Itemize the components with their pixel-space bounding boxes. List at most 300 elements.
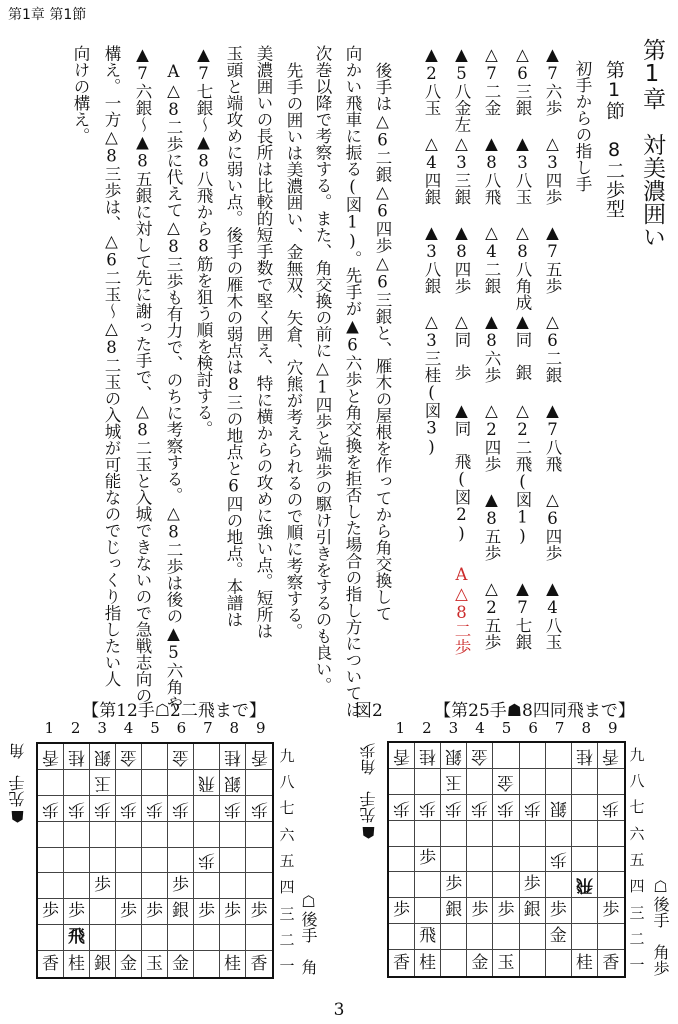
gote-pieces-in-hand: 角 [299,959,318,975]
board-square [116,848,142,874]
gote-piece: 歩 [198,901,215,922]
rank-labels [279,742,295,979]
sente-piece: 歩 [146,798,163,819]
gote-piece: 銀 [94,953,111,974]
board-square [168,848,194,874]
gote-piece: 桂 [68,953,85,974]
file-label: 1 [44,719,54,737]
sente-label: 先手 [8,775,27,807]
move-notation: △6四歩 [543,490,562,561]
board-square [441,743,467,769]
sente-piece: 歩 [602,797,620,818]
gote-piece: 歩 [146,901,163,922]
sente-pieces-in-hand: 角歩 [359,743,378,775]
board-square [598,743,624,769]
file-label: 2 [422,719,432,737]
sente-piece: 銀 [94,746,111,767]
board-square [493,743,519,769]
file-label: 1 [395,719,406,737]
file-label: 7 [554,719,565,737]
board-square [441,795,467,821]
board-square [415,769,441,795]
board-square [389,872,415,898]
move-notation: △3四歩 [543,134,562,205]
gote-piece: 歩 [471,900,489,921]
board-square [90,925,116,951]
board-square [598,769,624,795]
board-square [116,873,142,899]
board-square [467,795,493,821]
sente-piece: 歩 [250,798,268,819]
board-square [38,925,64,951]
move-notation: △6三銀 [513,45,532,116]
board-square [246,744,272,770]
board-square [467,769,493,795]
file-label: 8 [229,719,240,737]
board-square [168,899,194,925]
sente-piece: 金 [497,771,515,792]
move-notation: ▲2八玉 [422,45,441,116]
gote-piece: 歩 [497,900,515,921]
board-square [572,795,598,821]
board-square [194,796,220,822]
move-notation: △3三銀 [452,134,471,205]
gote-piece: 金 [549,926,567,947]
board-square [467,898,493,924]
board-square [441,769,467,795]
board-square [90,770,116,796]
gote-mark-icon: ☖ [299,892,318,911]
board-square [415,898,441,924]
board-square [142,796,168,822]
board-square [389,743,415,769]
board-square [116,822,142,848]
board-square [116,770,142,796]
gote-piece: 桂 [575,952,593,973]
file-label: 3 [448,719,459,737]
board-square [520,743,546,769]
rank-label: 五 [629,850,645,869]
rank-label: 一 [629,956,645,975]
board-square [520,847,546,873]
board-square [64,925,90,951]
page-number: 3 [333,1000,345,1020]
body-line: 向けの構え。 [71,45,90,144]
board-square [194,873,220,899]
sente-label: 先手 [359,791,378,823]
gote-piece: 歩 [172,875,189,896]
body-line: 先手の囲いは美濃囲い、金無双、矢倉、穴熊が考えられるので順に考察する。 [284,61,303,639]
move-notation: △2二飛(図1) [513,401,532,546]
board-square [220,873,246,899]
body-line: ▲7六銀～▲8五銀に対して先に謝った手で、△8二玉と入城できないので急戦志向の [133,45,152,704]
rank-label: 三 [279,904,295,923]
board-square [598,821,624,847]
board-square [572,821,598,847]
figure-caption: 【第25手☗8四同飛まで】 [434,701,635,721]
gote-piece: 銀 [523,900,541,921]
board-square [520,872,546,898]
board-square [246,873,272,899]
board-square [415,872,441,898]
move-notation-annotated: A△8二歩 [452,565,471,655]
board-square [546,769,572,795]
gote-piece: 歩 [250,901,268,922]
sente-piece: 歩 [224,798,241,819]
sente-piece: 香 [602,745,620,766]
board-square [441,898,467,924]
board-square [441,924,467,950]
sente-hand [9,743,27,826]
move-notation: △4二銀 [482,223,501,294]
board-square [90,899,116,925]
rank-label: 九 [629,745,645,764]
board-square [598,924,624,950]
gote-piece: 歩 [224,901,241,922]
board-square [246,822,272,848]
board-square [90,796,116,822]
board-square [38,951,64,977]
sente-pieces-in-hand: 角 [8,743,27,759]
sente-piece: 歩 [549,849,567,870]
board-square [546,821,572,847]
board-square [520,898,546,924]
board-square [246,899,272,925]
sente-piece: 玉 [445,771,463,792]
sente-piece: 歩 [68,798,85,819]
move-notation: △2四歩 [482,401,501,472]
board-square [546,847,572,873]
section-title: 第1節 8二歩型 [603,60,625,218]
gote-hand [651,877,669,976]
board-square [142,822,168,848]
sente-piece: 歩 [419,797,437,818]
board-square [520,950,546,976]
sente-piece: 香 [42,746,59,767]
rank-label: 二 [279,930,295,949]
board-square [415,743,441,769]
board-square [142,770,168,796]
sente-piece: 銀 [549,797,567,818]
move-notation: ▲8六歩 [482,312,501,383]
board-square [90,822,116,848]
board-square [220,848,246,874]
board-square [441,950,467,976]
shogi-board [387,741,626,978]
sente-piece: 桂 [224,746,241,767]
board-square [415,847,441,873]
sente-piece: 歩 [445,797,463,818]
board-square [194,951,220,977]
file-label: 9 [608,719,618,737]
gote-piece: 飛 [419,926,437,947]
figure-label: 図2 [355,701,383,721]
board-square [168,925,194,951]
gote-piece: 歩 [120,901,137,922]
body-line: A△8二歩に代えて△8三歩も有力で、のちに考察する。△8二歩は後の▲5六角や [164,61,183,711]
board-square [38,848,64,874]
gote-piece: 玉 [497,952,515,973]
body-line: 美濃囲いの長所は比較的短手数で堅く囲え、特に横からの攻めに強い点。短所は [254,45,273,639]
board-square [389,769,415,795]
gote-piece: 香 [602,952,620,973]
sente-piece: 桂 [575,745,593,766]
board-square [467,872,493,898]
sente-piece: 飛 [198,772,215,793]
move-notation: ▲8五歩 [482,490,501,561]
sente-piece: 桂 [68,746,85,767]
board-square [415,924,441,950]
board-square [246,770,272,796]
rank-label: 六 [279,825,295,844]
rank-label: 九 [279,746,295,765]
board-square [546,795,572,821]
board-square [168,873,194,899]
board-square [220,822,246,848]
board-square [572,769,598,795]
move-notation: ▲3八銀 [422,223,441,294]
board-square [142,951,168,977]
figure-2-shogi-diagram [339,690,678,990]
board-square [246,951,272,977]
board-square [142,848,168,874]
file-labels [36,719,274,737]
board-square [64,848,90,874]
gote-piece: 桂 [419,952,437,973]
board-square [415,795,441,821]
board-square [246,848,272,874]
board-square [493,924,519,950]
move-notation: △同 歩 [452,312,471,381]
rank-label: 七 [279,799,295,818]
move-notation: ▲同 銀 [513,312,532,381]
sente-piece: 歩 [497,797,515,818]
gote-piece: 歩 [393,900,411,921]
board-square [220,744,246,770]
sente-piece: 歩 [198,850,215,871]
board-square [520,769,546,795]
file-label: 9 [255,719,266,737]
sente-piece: 玉 [94,772,111,793]
gote-label: 後手 [651,896,670,928]
board-square [64,770,90,796]
file-label: 3 [97,719,107,737]
board-square [520,924,546,950]
gote-piece: 銀 [172,901,189,922]
move-notation: ▲8八飛 [482,134,501,205]
running-header: 第1章 第1節 [8,7,87,23]
board-square [116,951,142,977]
board-square [220,796,246,822]
figure-1-shogi-diagram [0,690,339,990]
board-square [598,795,624,821]
board-square [168,770,194,796]
board-square [572,743,598,769]
board-square [64,796,90,822]
body-line: 後手は△6二銀△6四歩△6三銀と、雁木の屋根を作ってから角交換して [373,61,392,621]
board-square [546,950,572,976]
board-square [194,925,220,951]
sente-piece: 金 [471,745,489,766]
board-square [142,873,168,899]
board-square [38,770,64,796]
gote-piece: 香 [42,953,59,974]
board-square [467,821,493,847]
gote-piece: 歩 [549,900,567,921]
board-square [194,744,220,770]
gote-piece-last-move: 飛 [68,927,85,948]
board-square [90,873,116,899]
file-label: 6 [176,719,187,737]
rank-label: 八 [279,772,295,791]
rank-label: 一 [279,957,295,976]
sente-piece: 桂 [419,745,437,766]
board-square [493,821,519,847]
rank-label: 七 [629,798,645,817]
board-square [38,796,64,822]
gote-piece: 金 [120,953,137,974]
file-label: 5 [150,719,160,737]
rank-label: 五 [279,851,295,870]
board-square [572,950,598,976]
gote-piece: 銀 [445,900,463,921]
board-square [598,872,624,898]
file-labels [387,719,626,737]
board-square [467,924,493,950]
move-notation: ▲8四歩 [452,223,471,294]
gote-piece: 歩 [42,901,59,922]
board-square [546,743,572,769]
board-square [64,899,90,925]
board-square [572,847,598,873]
sente-piece: 歩 [393,797,411,818]
board-square [546,924,572,950]
sente-piece: 銀 [224,772,241,793]
moves-heading: 初手からの指し手 [573,60,592,192]
board-square [441,872,467,898]
file-label: 2 [70,719,81,737]
move-notation: △4四銀 [422,134,441,205]
sente-piece: 歩 [120,798,137,819]
chapter-title: 第1章 対美濃囲い [639,38,665,248]
sente-piece: 香 [250,746,268,767]
rank-label: 四 [279,878,295,897]
board-square [598,898,624,924]
rank-label: 六 [629,824,645,843]
sente-piece: 歩 [523,797,541,818]
board-square [415,950,441,976]
board-square [520,821,546,847]
board-square [467,950,493,976]
sente-piece-last-move: 飛 [575,875,593,896]
gote-piece: 歩 [523,874,541,895]
body-line: 次巻以降で考察する。また、角交換の前に△1四歩と端歩の駆け引きをするのも良い。 [313,45,332,694]
move-notation: ▲7五歩 [543,223,562,294]
board-square [572,872,598,898]
board-square [220,770,246,796]
gote-piece: 玉 [146,953,163,974]
board-square [546,898,572,924]
file-label: 5 [501,719,512,737]
board-square [168,744,194,770]
file-label: 4 [475,719,485,737]
board-square [116,796,142,822]
sente-piece: 銀 [445,745,463,766]
board-square [441,821,467,847]
gote-piece: 歩 [602,900,620,921]
shogi-board [36,742,274,979]
board-square [389,898,415,924]
board-square [389,795,415,821]
move-notation: ▲7七銀 [513,579,532,650]
board-square [90,951,116,977]
gote-piece: 金 [172,953,189,974]
board-square [493,769,519,795]
board-square [38,744,64,770]
gote-piece: 歩 [419,848,437,869]
move-notation: △7二金 [482,45,501,116]
body-line: 構え。一方△8三歩は、△6二玉～△8二玉の入城が可能なのでじっくり指したい人 [102,45,121,687]
rank-label: 四 [629,877,645,896]
board-square [90,744,116,770]
move-notation: ▲7八飛 [543,401,562,472]
sente-piece: 歩 [471,797,489,818]
body-line: ▲7七銀～▲8八飛から8筋を狙う順を検討する。 [194,45,213,437]
rank-label: 二 [629,929,645,948]
move-notation: △2五歩 [482,579,501,650]
move-notation: ▲5八金左 [452,45,471,133]
body-line: 玉頭と端攻めに弱い点。後手の雁木の弱点は8三の地点と6四の地点。本譜は [224,45,243,628]
rank-labels [629,741,645,978]
gote-hand [299,892,317,975]
board-square [467,847,493,873]
board-square [246,925,272,951]
board-square [38,873,64,899]
board-square [64,822,90,848]
gote-piece: 香 [250,953,268,974]
board-square [415,821,441,847]
sente-mark-icon: ☗ [8,807,27,826]
move-notation: ▲4八玉 [543,579,562,650]
board-square [598,847,624,873]
gote-piece: 金 [471,952,489,973]
board-square [64,744,90,770]
board-square [520,795,546,821]
board-square [194,770,220,796]
board-square [90,848,116,874]
file-label: 6 [528,719,538,737]
board-square [493,950,519,976]
board-square [389,924,415,950]
board-square [194,899,220,925]
board-square [116,899,142,925]
board-square [546,872,572,898]
board-square [389,847,415,873]
board-square [142,744,168,770]
gote-piece: 桂 [224,953,241,974]
sente-piece: 歩 [94,798,111,819]
board-square [493,872,519,898]
board-square [598,950,624,976]
sente-hand [360,743,378,842]
gote-piece: 歩 [445,874,463,895]
board-square [493,847,519,873]
sente-piece: 香 [393,745,411,766]
rank-label: 八 [629,771,645,790]
board-square [142,925,168,951]
rank-label: 三 [629,903,645,922]
gote-piece: 香 [393,952,411,973]
